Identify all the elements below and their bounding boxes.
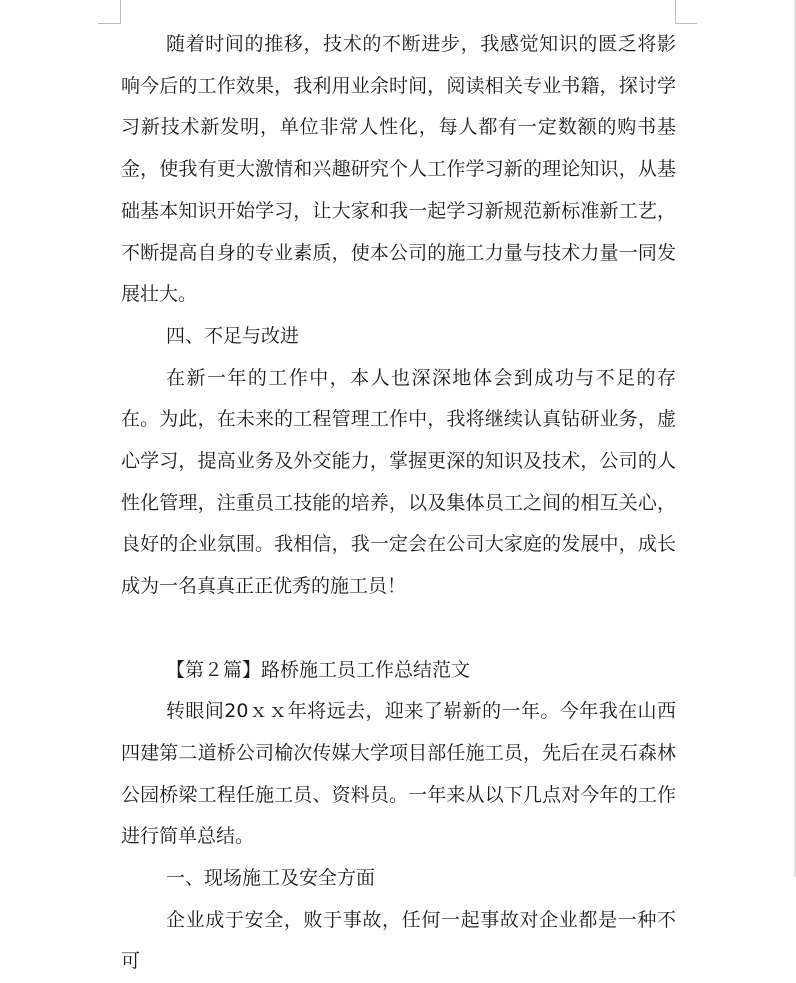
section-heading-shortcomings: 四、不足与改进 bbox=[166, 324, 300, 347]
document-body bbox=[121, 24, 676, 983]
crop-mark-top-left bbox=[120, 0, 121, 24]
paragraph-knowledge-learning: 随着时间的推移，技术的不断进步，我感觉知识的匮乏将影响今后的工作效果，我利用业余时间，阅读相关专业书籍，探讨学习新技术新发明，单位非常人性化，每人都有一定数额的购书基金，使我有更大激情和兴趣研究个人工作学习新的理论知识，从基础基本知识开始学习，让大家和我一起学习新规范新标准新工艺，不断提高自身的专业素质，使本公司的施工力量与技术力量一同发展壮大。 bbox=[121, 33, 676, 306]
crop-mark-top-right bbox=[675, 0, 676, 24]
crop-mark-top-right-horizontal bbox=[675, 23, 697, 24]
crop-mark-top-left-horizontal bbox=[98, 23, 121, 24]
article-title-2: 【第２篇】路桥施工员工作总结范文 bbox=[166, 658, 471, 681]
section-heading-site-safety: 一、现场施工及安全方面 bbox=[166, 867, 376, 890]
blank-line bbox=[121, 608, 676, 650]
paragraph-safety: 企业成于安全，败于事故，任何一起事故对企业都是一种不可 bbox=[121, 908, 676, 973]
paragraph-improvement: 在新一年的工作中，本人也深深地体会到成功与不足的存在。为此，在未来的工程管理工作中，我将继续认真钻研业务，虚心学习，提高业务及外交能力，掌握更深的知识及技术，公司的人性化管理，注重员工技能的培养，以及集体员工之间的相互关心，良好的企业氛围。我相信，我一定会在公司大家庭的发展中，成长成为一名真真正正优秀的施工员！ bbox=[121, 366, 676, 598]
paragraph-intro: 转眼间20ｘｘ年将远去，迎来了崭新的一年。今年我在山西四建第二道桥公司榆次传媒大学项目部任施工员，先后在灵石森林公园桥梁工程任施工员、资料员。一年来从以下几点对今年的工作进行简单总结。 bbox=[121, 700, 676, 848]
